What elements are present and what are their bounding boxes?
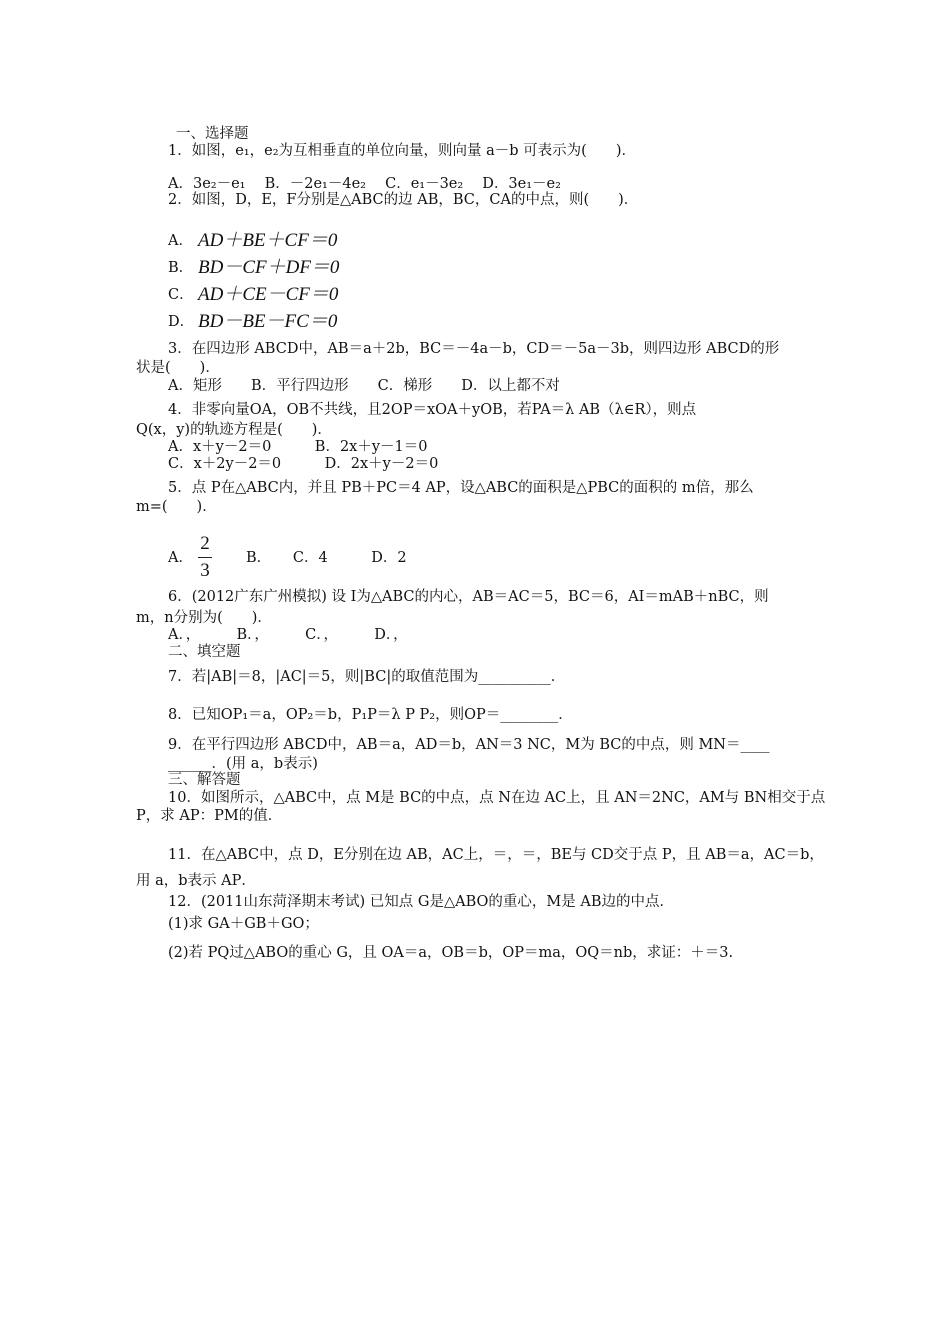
question-2-option-d: BD－BE－FC＝0 bbox=[198, 311, 338, 332]
question-8: 8．已知OP₁＝a，OP₂＝b，P₁P＝λ P P₂，则OP＝________． bbox=[168, 707, 573, 723]
question-2-option-b: BD－CF＋DF＝0 bbox=[198, 257, 340, 278]
question-3-line-2: 状是( )． bbox=[136, 360, 220, 376]
question-5-option-a-label: A． bbox=[168, 550, 193, 566]
question-4-line-2: Q(x，y)的轨迹方程是( )． bbox=[136, 422, 332, 438]
section-fill-heading: 二、填空题 bbox=[168, 644, 241, 660]
question-6-line-1: 6．(2012广东广州模拟) 设 I为△ABC的内心，AB＝AC＝5，BC＝6，AI＝mAB＋nBC，则 bbox=[168, 589, 769, 605]
fraction-numerator: 2 bbox=[200, 533, 210, 554]
question-5-options-rest: B． C．4 D．2 bbox=[246, 550, 407, 566]
question-6-line-2: m，n分别为( )． bbox=[136, 610, 272, 626]
question-5-fraction bbox=[194, 533, 216, 582]
fraction-denominator: 3 bbox=[200, 560, 210, 581]
question-1: 1．如图，e₁，e₂为互相垂直的单位向量，则向量 a－b 可表示为( )． bbox=[168, 143, 636, 159]
question-9-line-1: 9．在平行四边形 ABCD中，AB＝a，AD＝b，AN＝3 NC，M为 BC的中点，则 MN＝____ bbox=[168, 737, 770, 753]
section-answer-heading: 三、解答题 bbox=[168, 772, 241, 788]
question-2-option-b-label: B． bbox=[168, 260, 194, 276]
question-4-options-row-1: A．x＋y－2＝0 B．2x＋y－1＝0 bbox=[168, 439, 428, 455]
question-2-option-a: AD＋BE＋CF＝0 bbox=[198, 230, 338, 251]
question-5-line-2: m=( )． bbox=[136, 499, 217, 515]
question-12-part-1: (1)求 GA＋GB＋GO； bbox=[168, 916, 319, 932]
section-choice-heading: 一、选择题 bbox=[176, 126, 249, 142]
question-4-options-row-2: C．x＋2y－2＝0 D．2x＋y－2＝0 bbox=[168, 456, 439, 472]
question-10-line-1: 10．如图所示，△ABC中，点 M是 BC的中点，点 N在边 AC上，且 AN＝2NC，AM与 BN相交于点 bbox=[168, 790, 826, 806]
question-1-options: A．3e₂－e₁ B．－2e₁－4e₂ C．e₁－3e₂ D．3e₁－e₂ bbox=[168, 176, 561, 192]
fraction-bar bbox=[198, 557, 212, 558]
question-11-line-2: 用 a，b表示 AP． bbox=[136, 873, 256, 889]
question-3-options: A．矩形 B．平行四边形 C．梯形 D．以上都不对 bbox=[168, 378, 560, 394]
question-9-line-2: ______．(用 a，b表示) bbox=[168, 756, 318, 772]
question-12: 12．(2011山东菏泽期末考试) 已知点 G是△ABO的重心，M是 AB边的中点． bbox=[168, 894, 674, 910]
question-10-line-2: P，求 AP：PM的值． bbox=[136, 808, 283, 824]
question-2-option-d-label: D． bbox=[168, 314, 195, 330]
question-3-line-1: 3．在四边形 ABCD中，AB＝a＋2b，BC＝－4a－b，CD＝－5a－3b，则四边形 ABCD的形 bbox=[168, 341, 780, 357]
question-2-option-c: AD＋CE－CF＝0 bbox=[198, 284, 339, 305]
question-2: 2．如图，D，E，F分别是△ABC的边 AB，BC，CA的中点，则( )． bbox=[168, 192, 639, 208]
question-5-line-1: 5．点 P在△ABC内，并且 PB＋PC＝4 AP，设△ABC的面积是△PBC的面积的 m倍，那么 bbox=[168, 480, 754, 496]
question-12-part-2: (2)若 PQ过△ABO的重心 G，且 OA＝a，OB＝b，OP＝ma，OQ＝nb，求证：＋＝3. bbox=[168, 945, 734, 961]
question-4-line-1: 4．非零向量OA，OB不共线，且2OP＝xOA＋yOB，若PA＝λ AB（λ∈R），则点 bbox=[168, 402, 697, 418]
question-6-options: A．， B．， C．， D．， bbox=[168, 627, 408, 643]
question-2-option-c-label: C． bbox=[168, 287, 194, 303]
question-11-line-1: 11．在△ABC中，点 D，E分别在边 AB，AC上，＝，＝，BE与 CD交于点 P，且 AB＝a，AC＝b， bbox=[168, 847, 824, 863]
question-2-option-a-label: A． bbox=[168, 233, 193, 249]
question-7: 7．若|AB|＝8，|AC|＝5，则|BC|的取值范围为__________． bbox=[168, 669, 566, 685]
